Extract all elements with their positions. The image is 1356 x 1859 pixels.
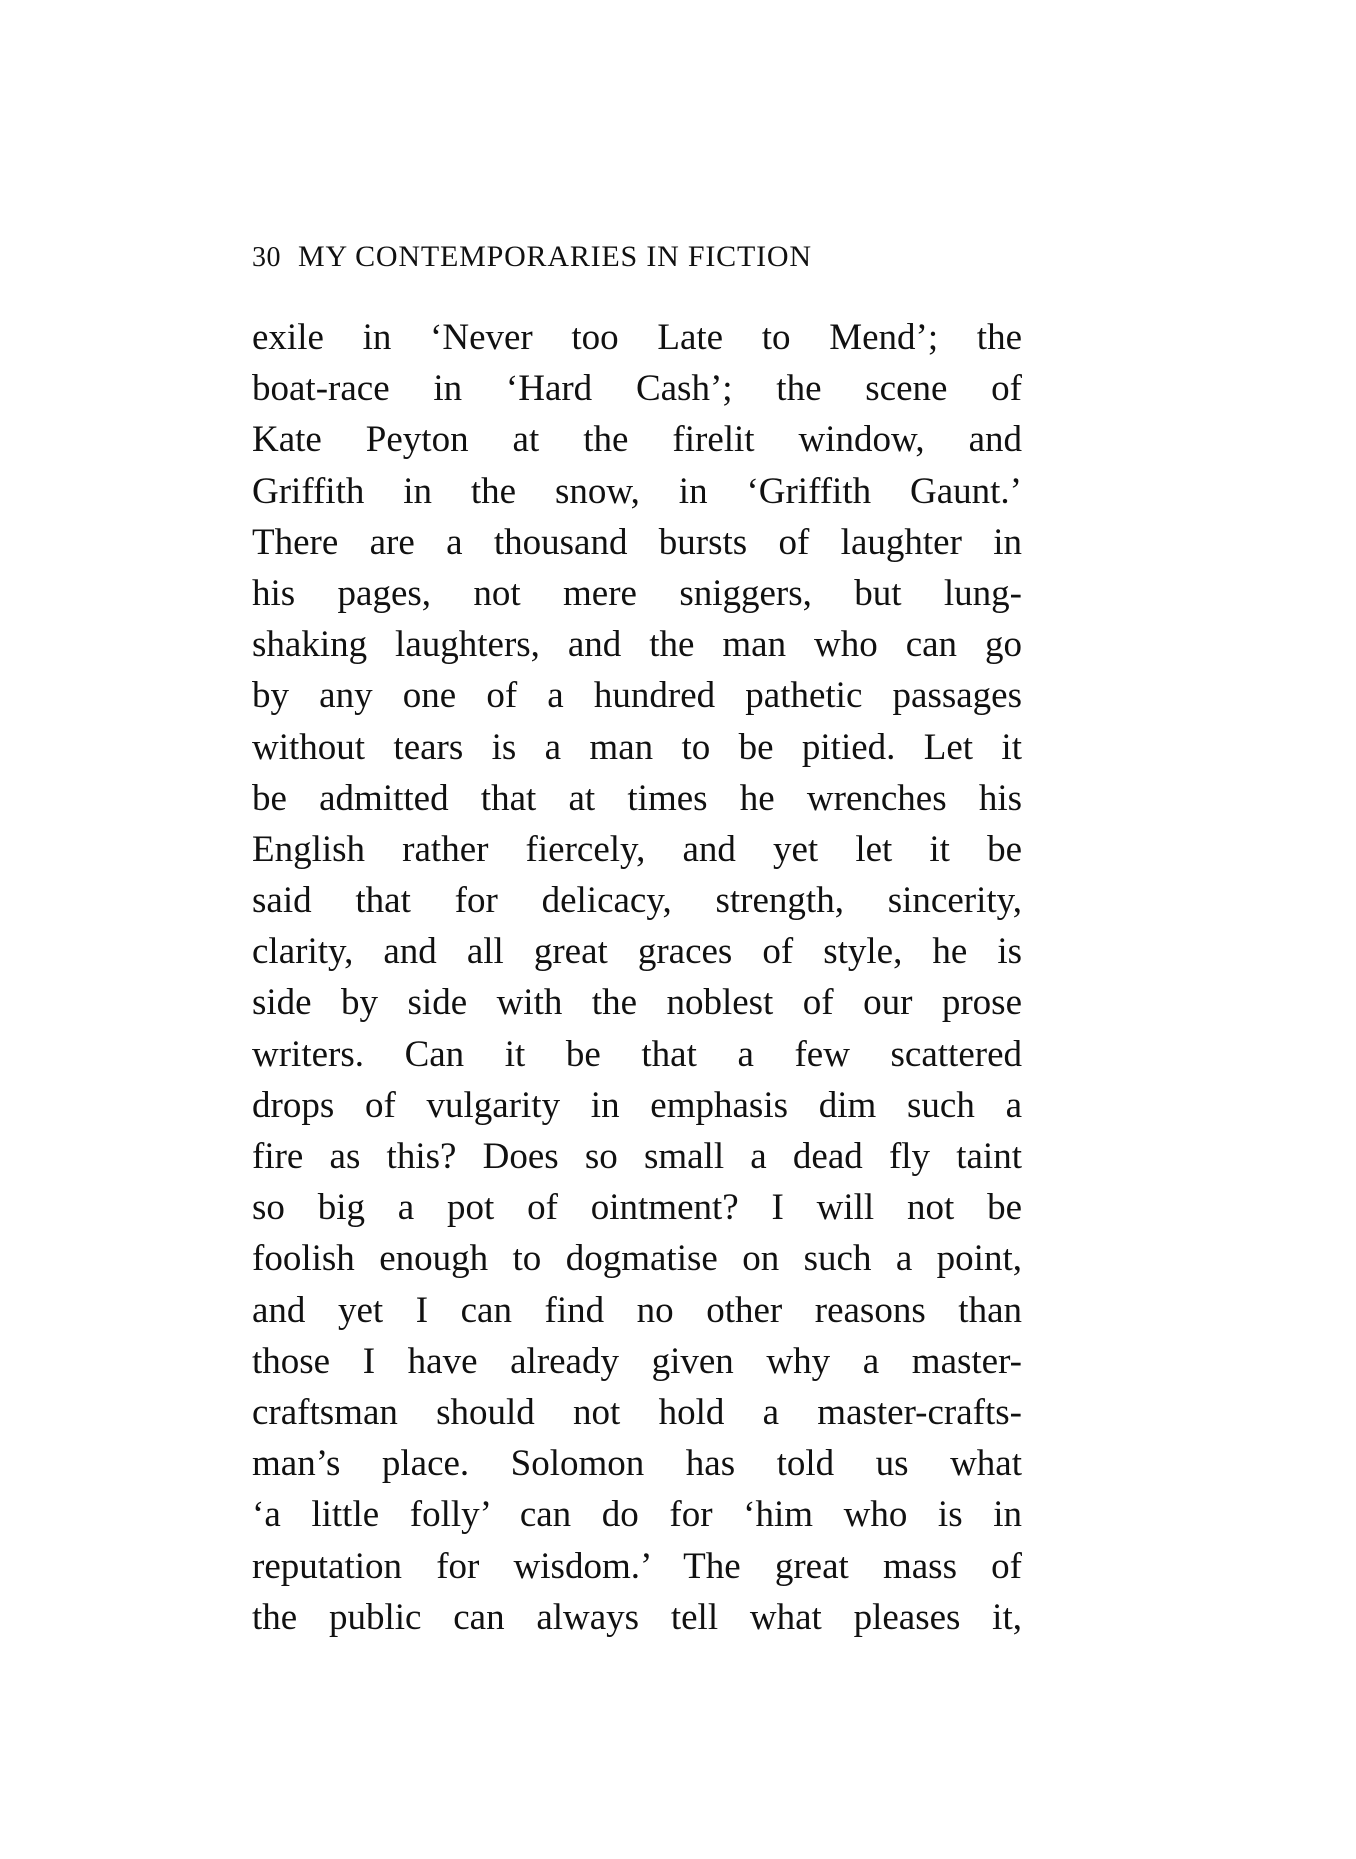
- text-line: without tears is a man to be pitied. Let it: [252, 726, 1022, 768]
- text-line: Kate Peyton at the firelit window, and: [252, 419, 1022, 461]
- text-line: those I have already given why a master-: [252, 1340, 1022, 1382]
- text-line: boat-race in ‘Hard Cash’; the scene of: [252, 368, 1022, 410]
- text-line: the public can always tell what pleases it,: [252, 1596, 1022, 1638]
- text-line: clarity, and all great graces of style, he is: [252, 931, 1022, 973]
- page-number: 30: [252, 242, 281, 273]
- text-line: shaking laughters, and the man who can go: [252, 624, 1022, 666]
- text-line: ‘a little folly’ can do for ‘him who is in: [252, 1494, 1022, 1536]
- text-line: Griffith in the snow, in ‘Griffith Gaunt.’: [252, 470, 1022, 512]
- text-line: There are a thousand bursts of laughter in: [252, 521, 1022, 563]
- text-line: English rather fiercely, and yet let it be: [252, 828, 1022, 870]
- text-line: and yet I can find no other reasons than: [252, 1289, 1022, 1331]
- text-line: by any one of a hundred pathetic passages: [252, 675, 1022, 717]
- text-line: so big a pot of ointment? I will not be: [252, 1187, 1022, 1229]
- text-line: his pages, not mere sniggers, but lung-: [252, 572, 1022, 614]
- running-title: MY CONTEMPORARIES IN FICTION: [298, 240, 812, 273]
- text-line: drops of vulgarity in emphasis dim such a: [252, 1084, 1022, 1126]
- body-text: [252, 312, 1022, 1643]
- text-line: fire as this? Does so small a dead fly taint: [252, 1136, 1022, 1177]
- text-line: man’s place. Solomon has told us what: [252, 1443, 1022, 1485]
- text-line: said that for delicacy, strength, sincerity,: [252, 880, 1022, 922]
- text-line: reputation for wisdom.’ The great mass of: [252, 1545, 1022, 1587]
- running-head: [252, 240, 1022, 280]
- text-line: be admitted that at times he wrenches his: [252, 777, 1022, 819]
- text-line: side by side with the noblest of our prose: [252, 982, 1022, 1024]
- text-line: foolish enough to dogmatise on such a point,: [252, 1238, 1022, 1280]
- text-line: exile in ‘Never too Late to Mend’; the: [252, 317, 1022, 358]
- text-line: craftsman should not hold a master-crafts-: [252, 1391, 1022, 1433]
- text-line: writers. Can it be that a few scattered: [252, 1033, 1022, 1075]
